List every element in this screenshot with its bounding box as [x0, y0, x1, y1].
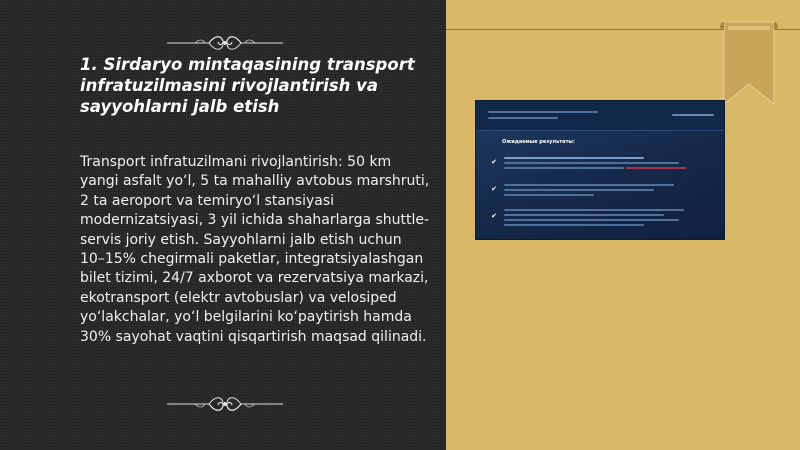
ornament-top-icon — [165, 33, 285, 53]
embedded-screenshot — [475, 100, 725, 240]
slide-title: 1. Sirdaryo mintaqasining transport infratuzilmasini rivojlantirish va sayyohlarni jalb etish — [80, 55, 415, 116]
ornament-bottom-icon — [165, 394, 285, 414]
embedded-screenshot-heading: Ожидаемые результаты: — [502, 139, 575, 145]
embedded-screenshot-header — [476, 101, 725, 131]
check-icon: ✔ — [491, 158, 497, 166]
check-icon: ✔ — [491, 185, 497, 193]
check-icon: ✔ — [491, 212, 497, 220]
bookmark-ribbon-icon — [718, 18, 780, 110]
slide-body-text: Transport infratuzilmani rivojlantirish: 50 km yangi asfalt yo‘l, 5 ta mahalliy avtobus marshruti, 2 ta aeroport va temiryo‘l stansiyasi modernizatsiyasi, 3 yil ichida shaharlarga shuttle-servis joriy etish. Sayyohlarni jalb etish uchun 10–15% chegirmali paketlar, integratsiyalashgan bilet tizimi, 24/7 axborot va rezervatsiya markazi, ekotransport (elektr avtobuslar) va velosiped yo‘lakchalar, yo‘l belgilarini ko‘paytirish hamda 30% sayohat vaqtini qisqartirish maqsad qilinadi. — [80, 154, 430, 345]
